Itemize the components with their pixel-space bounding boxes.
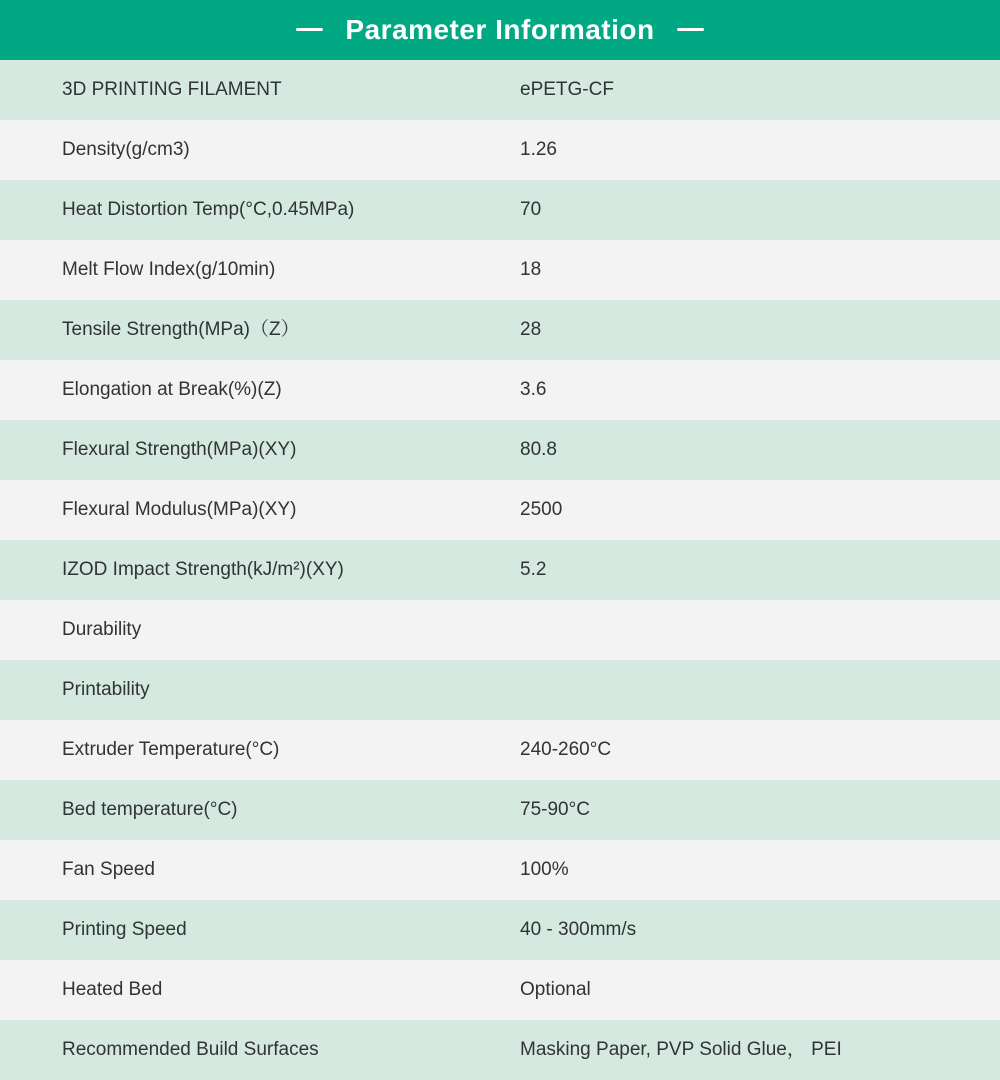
row-value: 40 - 300mm/s: [520, 919, 637, 940]
row-label: Printability: [62, 679, 150, 700]
table-row: [0, 420, 1000, 480]
row-label: Melt Flow Index(g/10min): [62, 259, 276, 280]
row-label: Recommended Build Surfaces: [62, 1039, 319, 1060]
table-row: [0, 120, 1000, 180]
row-label: Fan Speed: [62, 859, 155, 880]
page-title: [274, 0, 725, 60]
row-label: 3D PRINTING FILAMENT: [62, 79, 282, 100]
row-value: 28: [520, 319, 542, 340]
row-value: ePETG-CF: [520, 79, 614, 100]
row-value: 2500: [520, 499, 563, 520]
parameter-table: [0, 60, 1000, 1080]
row-value: 75-90°C: [520, 799, 590, 820]
title-dash-right-icon: [677, 28, 704, 31]
table-row: [0, 540, 1000, 600]
title-dash-left-icon: [296, 28, 323, 31]
table-row: [0, 720, 1000, 780]
table-row: [0, 840, 1000, 900]
row-value: Masking Paper, PVP Solid Glue， PEI: [520, 1039, 842, 1060]
table-row: [0, 1020, 1000, 1080]
table-row: [0, 480, 1000, 540]
table-row: [0, 900, 1000, 960]
table-row: [0, 300, 1000, 360]
row-value: 80.8: [520, 439, 557, 460]
row-label: IZOD Impact Strength(kJ/m²)(XY): [62, 559, 344, 580]
row-label: Heated Bed: [62, 979, 163, 1000]
table-row: [0, 600, 1000, 660]
row-label: Heat Distortion Temp(°C,0.45MPa): [62, 199, 355, 220]
table-row: [0, 960, 1000, 1020]
row-value: 240-260°C: [520, 739, 612, 760]
table-row: [0, 780, 1000, 840]
row-label: Flexural Modulus(MPa)(XY): [62, 499, 297, 520]
table-row: [0, 240, 1000, 300]
table-row: [0, 60, 1000, 120]
table-row: [0, 180, 1000, 240]
page-title-text: Parameter Information: [345, 14, 655, 45]
row-label: Bed temperature(°C): [62, 799, 238, 820]
row-label: Durability: [62, 619, 142, 640]
page-header: [0, 0, 1000, 60]
row-label: Density(g/cm3): [62, 139, 190, 160]
row-label: Flexural Strength(MPa)(XY): [62, 439, 297, 460]
row-label: Elongation at Break(%)(Z): [62, 379, 282, 400]
table-row: [0, 660, 1000, 720]
row-label: Printing Speed: [62, 919, 187, 940]
row-value: 1.26: [520, 139, 557, 160]
table-row: [0, 360, 1000, 420]
row-label: Tensile Strength(MPa)（Z）: [62, 319, 300, 340]
row-value: 3.6: [520, 379, 547, 400]
row-value: 100%: [520, 859, 569, 880]
row-value: 5.2: [520, 559, 547, 580]
row-label: Extruder Temperature(°C): [62, 739, 280, 760]
row-value: 18: [520, 259, 542, 280]
row-value: 70: [520, 199, 542, 220]
row-value: Optional: [520, 979, 591, 1000]
